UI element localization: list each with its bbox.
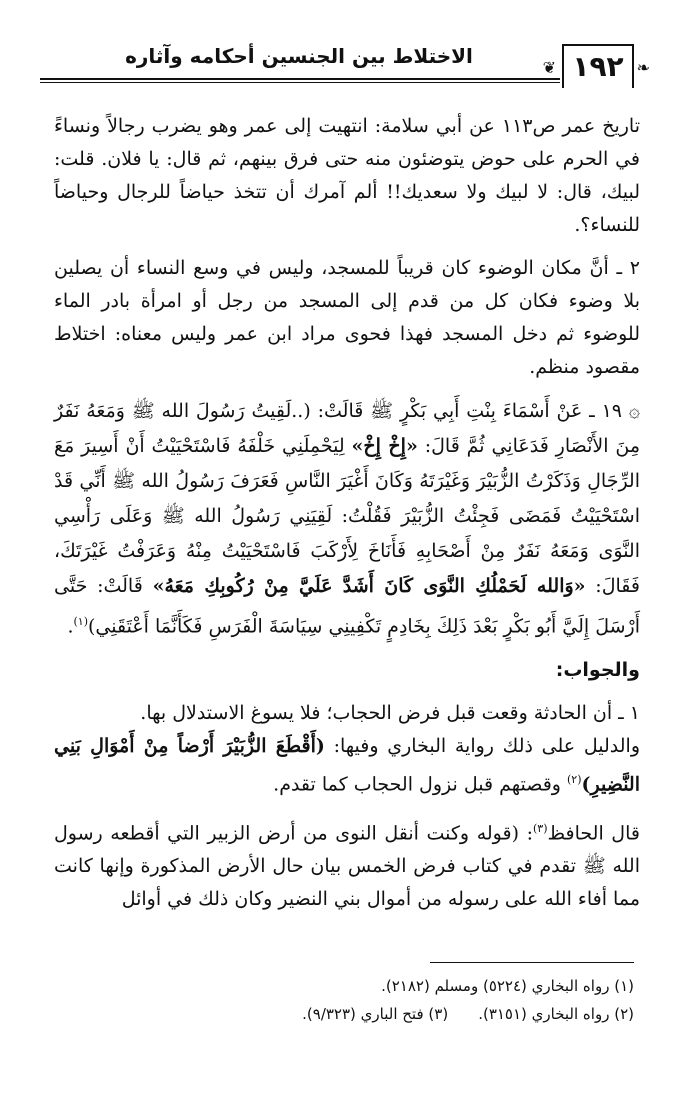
header-rule [40,78,560,80]
evidence-quote: (أَقْطَعَ الزُّبَيْرَ أَرْضاً مِنْ أَمْوَالِ بَنِي النَّضِيرِ) [54,735,640,796]
hadith-19: ۞ ١٩ ـ عَنْ أَسْمَاءَ بِنْتِ أَبِي بَكْرٍ ﷺ قَالَتْ: (..لَقِيتُ رَسُولَ الله ﷺ وَمَعَهُ نَفَرٌ مِنَ الأَنْصَارِ فَدَعَانِي ثُمَّ قَالَ: «إِخْ إِخْ» لِيَحْمِلَنِي خَلْفَهُ فَاسْتَحْيَيْتُ أَنْ أَسِيرَ مَعَ الرِّجَالِ وَذَكَرْتُ الزُّبَيْرَ وَغَيْرَتَهُ وَكَانَ أَغْيَرَ النَّاسِ فَعَرَفَ رَسُولُ الله ﷺ أَنِّي قَدْ اسْتَحْيَيْتُ فَمَضَى فَجِئْتُ الزُّبَيْرَ فَقُلْتُ: لَقِيَنِي رَسُولُ الله ﷺ وَعَلَى رَأْسِي النَّوَى وَمَعَهُ نَفَرٌ مِنْ أَصْحَابِهِ فَأَنَاخَ لِأَرْكَبَ فَاسْتَحْيَيْتُ مِنْهُ وَعَرَفْتُ غَيْرَتَكَ، فَقَالَ: «وَالله لَحَمْلُكِ النَّوَى كَانَ أَشَدَّ عَلَيَّ مِنْ رُكُوبِكِ مَعَهُ» قَالَتْ: حَتَّى أَرْسَلَ إِلَيَّ أَبُو بَكْرٍ بَعْدَ ذَلِكَ بِخَادِمٍ تَكْفِينِي سِيَاسَةَ الْفَرَسِ فَكَأَنَّمَا أَعْتَقَنِي)$^{(١)}$. [54,400,641,638]
main-text [54,110,640,916]
evidence-paragraph: والدليل على ذلك رواية البخاري وفيها: (أَقْطَعَ الزُّبَيْرَ أَرْضاً مِنْ أَمْوَالِ بَنِي النَّضِيرِ)$^{(٢)}$ وقصتهم قبل نزول الحجاب كما تقدم. [54,735,640,796]
running-title: الاختلاط بين الجنسين أحكامه وآثاره [125,44,473,68]
paragraph-history-quote: تاريخ عمر ص١١٣ عن أبي سلامة: انتهيت إلى عمر وهو يضرب رجالاً ونساءً في الحرم على حوض يتوضئون منه حتى فرق بينهم، ثم قال: يا فلان. قلت: لبيك، قال: لا لبيك ولا سعديك!! ألم آمرك أن تتخذ حياضاً للرجال وحياضاً للنساء؟. [54,115,640,236]
page-number-box [562,44,634,88]
footnote-ref: (٣) [532,821,548,835]
footnotes [54,972,634,1028]
footnote-ref: (١) [73,615,89,628]
footnote-2: (٢) رواه البخاري (٣١٥١). [478,1005,634,1023]
answer-1: ١ ـ أن الحادثة وقعت قبل فرض الحجاب؛ فلا يسوغ الاستدلال بها. [140,702,640,725]
hadith-oath: «وَالله لَحَمْلُكِ النَّوَى كَانَ أَشَدَّ عَلَيَّ مِنْ رُكُوبِكِ مَعَهُ» [152,575,586,597]
header-rule-thin [40,82,560,83]
leaf-ornament-icon: ❧ [636,58,650,77]
footnote-1: (١) رواه البخاري (٥٢٢٤) ومسلم (٢١٨٢). [381,977,634,995]
paragraph-point-2: ٢ ـ أنَّ مكان الوضوء كان قريباً للمسجد، وليس في وسع النساء أن يصلين بلا وضوء فكان كل من قدم إلى المسجد من رجل أو امرأة بادر الماء للوضوء ثم دخل المسجد فهذا فحوى مراد ابن عمر وليس معناه: اختلاط مقصود منظم. [54,257,640,378]
page-header [40,38,652,98]
quran-bullet-icon: ۞ [622,400,640,422]
answer-heading: والجواب: [555,659,640,682]
leaf-ornament-icon: ❦ [542,58,556,77]
hafiz-paragraph: قال الحافظ$^{(٣)}$: (قوله وكنت أنقل النوى من أرض الزبير التي أقطعه رسول الله ﷺ تقدم في كتاب فرض الخمس بيان حال الأرض المذكورة وإنها كانت مما أفاء الله على رسوله من أموال بني النضير وكان ذلك في أوائل [54,821,640,910]
footnote-ref: (٢) [567,773,582,787]
hadith-ikh: «إِخْ إِخْ» [351,435,418,457]
footnote-3: (٣) فتح الباري (٩/٣٢٣). [302,1005,449,1023]
page-number: ١٩٢ [572,50,624,83]
footnote-rule [430,962,634,963]
